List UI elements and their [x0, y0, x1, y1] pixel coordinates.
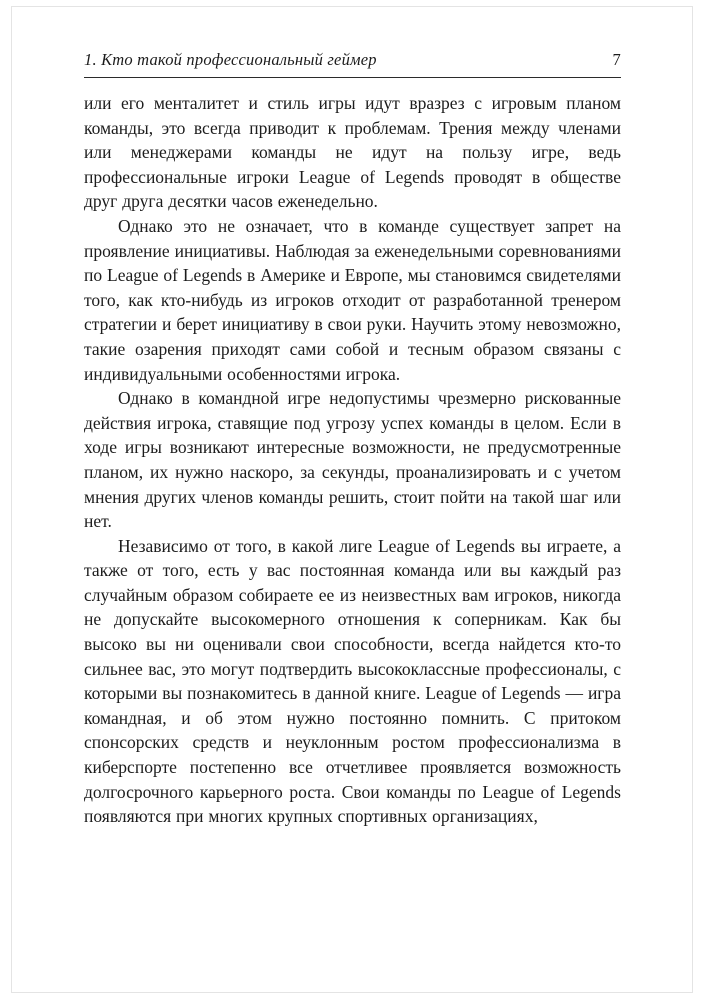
chapter-title: 1. Кто такой профессиональный геймер [84, 50, 377, 69]
paragraph: Независимо от того, в какой лиге League of Legends вы играете, а также от того, есть у вас постоянная команда или вы каждый раз случайным образом собираете ее из неизвестных вам игроков, никогда не допускайте высокомерного отношения к соперникам. Как бы высоко вы ни оценивали свои способности, всегда найдется кто-то сильнее вас, это могут подтвердить высококлассные профессионалы, с которыми вы познакомитесь в данной книге. League of Legends — игра командная, и об этом нужно постоянно помнить. С притоком спонсорских средств и неуклонным ростом профессионализма в киберспорте постепенно все отчетливее проявляется возможность долгосрочного карьерного роста. Свои команды по League of Legends появляются при многих крупных спортивных организациях, [84, 535, 621, 827]
paragraph: Однако это не означает, что в команде существует запрет на проявление инициативы. Наблюдая за еженедельными соревнованиями по League of Legends в Америке и Европе, мы становимся свидетелями того, как кто-нибудь из игроков отходит от разработанной тренером стратегии и берет инициативу в свои руки. Научить этому невозможно, такие озарения приходят сами собой и тесным образом связаны с индивидуальными особенностями игрока. [84, 215, 621, 384]
running-header [84, 50, 621, 78]
body-text [84, 91, 621, 829]
page-number: 7 [612, 50, 621, 69]
paragraph: Однако в командной игре недопустимы чрезмерно рискованные действия игрока, ставящие под угрозу успех команды в целом. Если в ходе игры возникают интересные возможности, не предусмотренные планом, их нужно наскоро, за секунды, проанализировать и с учетом мнения других членов команды решить, стоит пойти на такой шаг или нет. [84, 388, 621, 532]
page-content [84, 50, 621, 829]
paragraph: или его менталитет и стиль игры идут вразрез с игровым планом команды, это всегда приводит к проблемам. Трения между членами или менеджерами команды не идут на пользу игре, ведь профессиональные игроки League of Legends проводят в обществе друг друга десятки часов еженедельно. [84, 93, 621, 212]
